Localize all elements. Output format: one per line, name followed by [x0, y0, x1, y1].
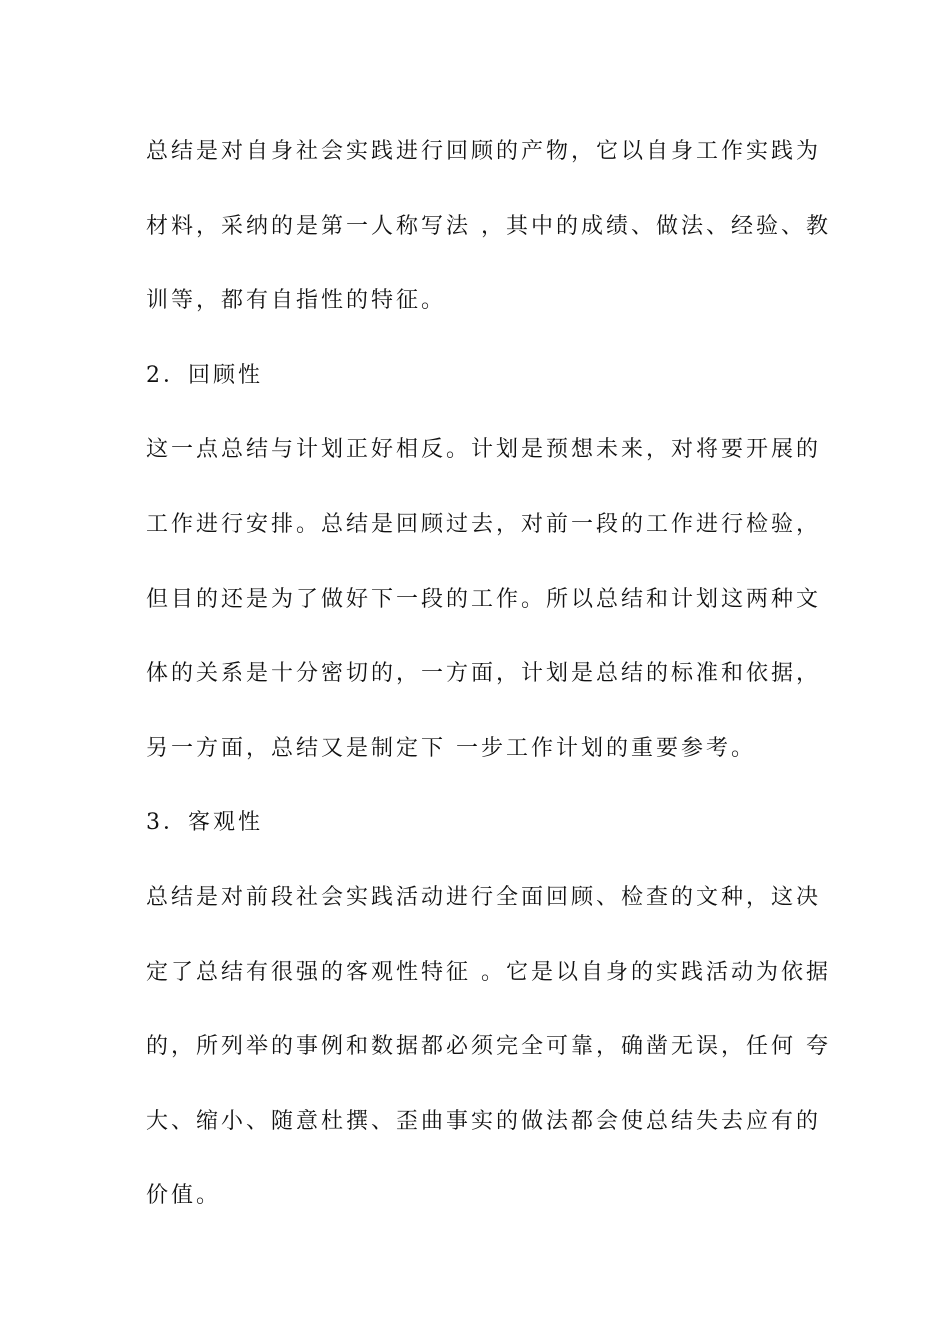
paragraph-line: 价值。 [146, 1183, 222, 1209]
section-heading: 3．客观性 [146, 810, 263, 836]
document-body [146, 132, 831, 1251]
paragraph-line: 总结是对前段社会实践活动进行全面回顾、检查的文种，这决 [146, 884, 822, 910]
paragraph-line: 总结是对自身社会实践进行回顾的产物，它以自身工作实践为 [146, 139, 822, 164]
paragraph-line: 定了总结有很强的客观性特征 。它是以自身的实践活动为依据 [146, 959, 831, 985]
paragraph-line: 训等，都有自指性的特征。 [146, 288, 447, 314]
paragraph-line: 大、缩小、随意杜撰、歪曲事实的做法都会使总结失去应有的 [146, 1108, 822, 1134]
paragraph-line: 另一方面，总结又是制定下 一步工作计划的重要参考。 [146, 735, 756, 761]
paragraph-line: 体的关系是十分密切的，一方面，计划是总结的标准和依据， [146, 661, 822, 687]
paragraph-line: 材料，采纳的是第一人称写法 ，其中的成绩、做法、经验、教 [146, 213, 831, 239]
paragraph-line: 工作进行安排。总结是回顾过去，对前一段的工作进行检验， [146, 511, 822, 537]
paragraph-line: 的，所列举的事例和数据都必须完全可靠，确凿无误，任何 夸 [146, 1034, 831, 1060]
paragraph-line: 但目的还是为了做好下一段的工作。所以总结和计划这两种文 [146, 586, 822, 612]
section-heading: 2．回顾性 [146, 362, 263, 388]
paragraph-line: 这一点总结与计划正好相反。计划是预想未来，对将要开展的 [146, 437, 822, 463]
